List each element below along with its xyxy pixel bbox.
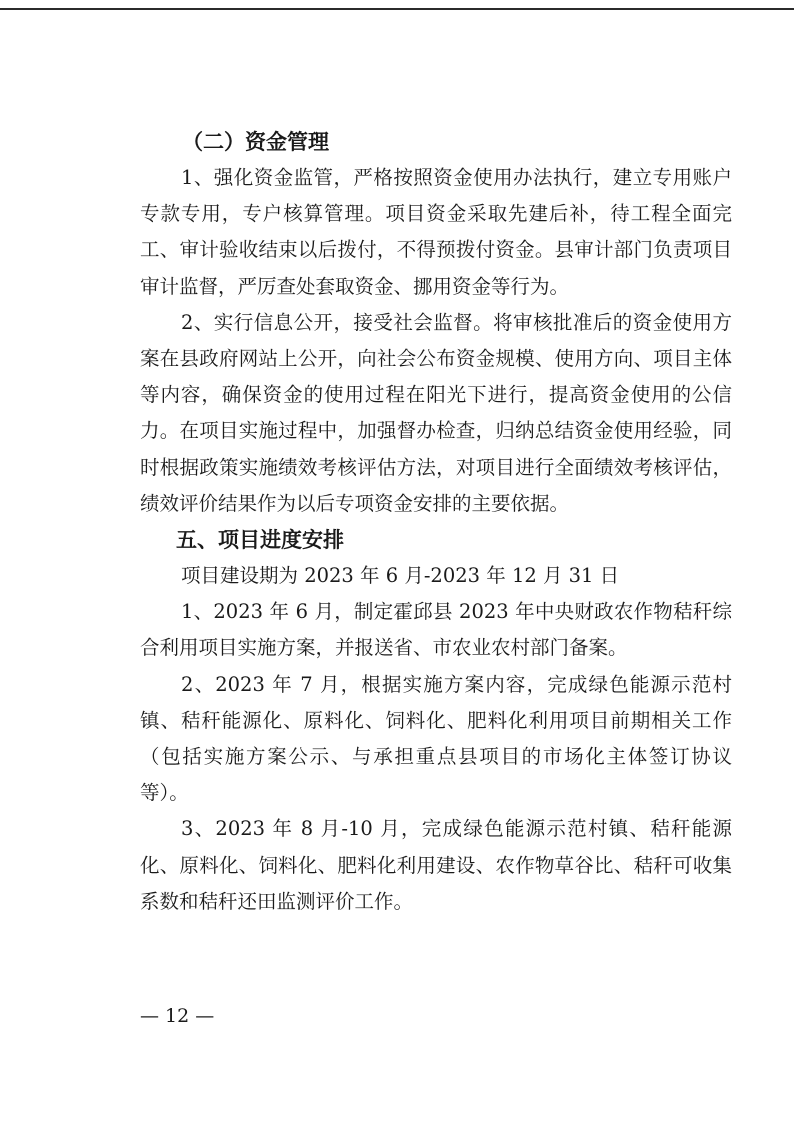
paragraph-information-disclosure: 2、实行信息公开，接受社会监督。将审核批准后的资金使用方案在县政府网站上公开，向社会公布资金规模、使用方向、项目主体等内容，确保资金的使用过程在阳光下进行，提高资金使用的公信力。在项目实施过程中，加强督办检查，归纳总结资金使用经验，同时根据政策实施绩效考核评估方法，对项目进行全面绩效考核评估，绩效评价结果作为以后专项资金安排的主要依据。 (140, 310, 732, 515)
paragraph-funds-supervision: 1、强化资金监管，严格按照资金使用办法执行，建立专用账户专款专用，专户核算管理。项目资金采取先建后补，待工程全面完工、审计验收结束以后拨付，不得预拨付资金。县审计部门负责项目审计监督，严厉查处套取资金、挪用资金等行为。 (140, 166, 732, 298)
schedule-intro: 项目建设期为 2023 年 6 月-2023 年 12 月 31 日 (181, 564, 620, 588)
document-body (140, 124, 732, 920)
schedule-item-june: 1、2023 年 6 月，制定霍邱县 2023 年中央财政农作物秸秆综合利用项目实施方案，并报送省、市农业农村部门备案。 (140, 600, 732, 660)
section-heading-schedule: 五、项目进度安排 (176, 528, 344, 553)
schedule-item-july: 2、2023 年 7 月，根据实施方案内容，完成绿色能源示范村镇、秸秆能源化、原料化、饲料化、肥料化利用项目前期相关工作（包括实施方案公示、与承担重点县项目的市场化主体签订协议等）。 (140, 672, 732, 805)
section-heading-funds-management: （二）资金管理 (182, 130, 329, 154)
page-number: — 12 — (140, 1005, 215, 1027)
schedule-item-august-october: 3、2023 年 8 月-10 月，完成绿色能源示范村镇、秸秆能源化、原料化、饲料化、肥料化利用建设、农作物草谷比、秸秆可收集系数和秸秆还田监测评价工作。 (140, 817, 732, 913)
top-border-rule (0, 8, 794, 10)
